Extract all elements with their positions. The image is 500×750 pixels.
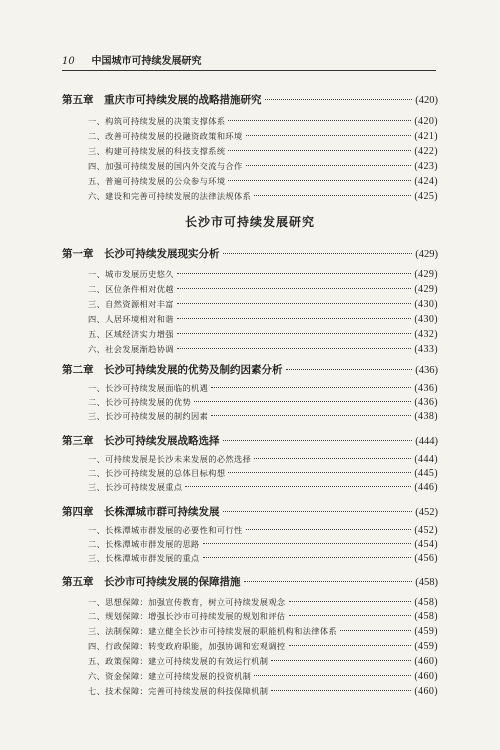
part-title: 长沙市可持续发展研究 — [184, 215, 315, 229]
section-page: (433) — [414, 344, 438, 355]
toc-section[interactable] — [88, 626, 438, 637]
section-title: 四、加强可持续发展的国内外交流与合作 — [88, 161, 243, 171]
toc-section[interactable] — [88, 116, 438, 127]
dot-leader — [185, 486, 411, 487]
dot-leader — [223, 253, 413, 254]
chapter-page: (452) — [415, 507, 438, 518]
dot-leader — [177, 303, 411, 304]
dot-leader — [194, 401, 411, 402]
section-title: 七、技术保障：完善可持续发展的科技保障机制 — [88, 686, 269, 696]
dot-leader — [223, 440, 413, 441]
section-page: (446) — [414, 482, 438, 493]
section-page: (454) — [414, 539, 438, 550]
book-title: 中国城市可持续发展研究 — [91, 56, 202, 67]
dot-leader — [228, 180, 411, 181]
toc-section[interactable] — [88, 131, 438, 142]
section-title: 二、长株潭城市群发展的思路 — [88, 539, 200, 549]
section-page: (424) — [414, 176, 438, 187]
section-title: 三、长株潭城市群发展的重点 — [88, 553, 200, 563]
section-page: (460) — [414, 671, 438, 682]
section-title: 一、可持续发展是长沙未来发展的必然选择 — [88, 454, 252, 464]
section-title: 四、人居环境相对和谐 — [88, 314, 174, 324]
toc-section[interactable] — [88, 299, 438, 310]
toc-section[interactable] — [88, 671, 438, 682]
section-title: 六、资金保障：建立可持续发展的投资机制 — [88, 671, 252, 681]
toc-section[interactable] — [88, 482, 438, 493]
dot-leader — [228, 472, 411, 473]
toc-section[interactable] — [88, 176, 438, 187]
section-page: (452) — [414, 525, 438, 536]
section-title: 三、长沙可持续发展重点 — [88, 482, 183, 492]
section-page: (422) — [414, 146, 438, 157]
section-title: 二、长沙可持续发展的总体目标构想 — [88, 468, 226, 478]
section-page: (436) — [414, 383, 438, 394]
toc-section[interactable] — [88, 191, 438, 202]
section-title: 二、区位条件相对优越 — [88, 284, 174, 294]
toc-section[interactable] — [88, 161, 438, 172]
dot-leader — [177, 273, 411, 274]
dot-leader — [246, 529, 412, 530]
toc-section[interactable] — [88, 383, 438, 394]
dot-leader — [271, 660, 411, 661]
section-page: (456) — [414, 553, 438, 564]
toc-chapter[interactable] — [62, 92, 438, 107]
dot-leader — [254, 675, 411, 676]
chapter-page: (458) — [415, 577, 438, 588]
toc-section[interactable] — [88, 146, 438, 157]
dot-leader — [177, 348, 411, 349]
dot-leader — [223, 511, 413, 512]
dot-leader — [177, 318, 411, 319]
toc-section[interactable] — [88, 284, 438, 295]
dot-leader — [177, 288, 411, 289]
dot-leader — [203, 557, 412, 558]
section-title: 二、规划保障：增强长沙市可持续发展的规划和评估 — [88, 611, 286, 621]
section-title: 一、城市发展历史悠久 — [88, 269, 174, 279]
dot-leader — [228, 150, 411, 151]
dot-leader — [254, 458, 411, 459]
chapter-title: 第四章 长株潭城市群可持续发展 — [62, 506, 220, 518]
chapter-page: (436) — [415, 365, 438, 376]
toc-chapter[interactable] — [62, 433, 438, 448]
chapter-page: (444) — [415, 436, 438, 447]
section-page: (460) — [414, 686, 438, 697]
section-page: (436) — [414, 397, 438, 408]
section-page: (430) — [414, 299, 438, 310]
section-page: (429) — [414, 284, 438, 295]
section-page: (459) — [414, 626, 438, 637]
dot-leader — [271, 690, 411, 691]
section-page: (438) — [414, 411, 438, 422]
dot-leader — [289, 615, 412, 616]
chapter-title: 第三章 长沙可持续发展战略选择 — [62, 435, 220, 447]
section-title: 一、思想保障：加强宣传教育，树立可持续发展观念 — [88, 597, 286, 607]
toc-section[interactable] — [88, 641, 438, 652]
dot-leader — [203, 543, 412, 544]
section-page: (423) — [414, 161, 438, 172]
dot-leader — [246, 165, 412, 166]
section-title: 六、建设和完善可持续发展的法律法规体系 — [88, 191, 252, 201]
section-title: 五、政策保障：建立可持续发展的有效运行机制 — [88, 656, 269, 666]
toc-section[interactable] — [88, 539, 438, 550]
toc-chapter[interactable] — [62, 362, 438, 377]
section-page: (429) — [414, 269, 438, 280]
section-title: 三、法制保障：建立健全长沙市可持续发展的职能机构和法律体系 — [88, 626, 338, 636]
section-page: (421) — [414, 131, 438, 142]
dot-leader — [254, 195, 411, 196]
dot-leader — [289, 601, 412, 602]
chapter-title: 第五章 长沙市可持续发展的保障措施 — [62, 576, 241, 588]
toc-section[interactable] — [88, 411, 438, 422]
section-title: 三、构建可持续发展的科技支撑系统 — [88, 146, 226, 156]
dot-leader — [211, 387, 411, 388]
section-page: (458) — [414, 611, 438, 622]
chapter-title: 第五章 重庆市可持续发展的战略措施研究 — [62, 94, 262, 106]
toc-section[interactable] — [88, 611, 438, 622]
dot-leader — [265, 99, 413, 100]
page-number: 10 — [62, 56, 75, 67]
toc-chapter[interactable] — [62, 504, 438, 519]
section-page: (444) — [414, 454, 438, 465]
chapter-page: (429) — [415, 249, 438, 260]
section-page: (430) — [414, 314, 438, 325]
toc-section[interactable] — [88, 454, 438, 465]
section-page: (445) — [414, 468, 438, 479]
chapter-title: 第二章 长沙可持续发展的优势及制约因素分析 — [62, 364, 283, 376]
running-header — [62, 54, 436, 71]
section-title: 六、社会发展渐趋协调 — [88, 344, 174, 354]
section-title: 一、长株潭城市群发展的必要性和可行性 — [88, 525, 243, 535]
section-title: 四、行政保障：转变政府职能，加强协调和宏观调控 — [88, 641, 286, 651]
dot-leader — [244, 581, 413, 582]
section-page: (458) — [414, 597, 438, 608]
section-title: 一、构筑可持续发展的决策支撑体系 — [88, 116, 226, 126]
toc-section[interactable] — [88, 597, 438, 608]
toc-section[interactable] — [88, 525, 438, 536]
toc-chapter[interactable] — [62, 574, 438, 589]
dot-leader — [289, 645, 412, 646]
section-page: (460) — [414, 656, 438, 667]
section-page: (459) — [414, 641, 438, 652]
section-page: (432) — [414, 329, 438, 340]
toc-section[interactable] — [88, 344, 438, 355]
toc-section[interactable] — [88, 553, 438, 564]
chapter-page: (420) — [415, 95, 438, 106]
toc-section[interactable] — [88, 314, 438, 325]
section-page: (425) — [414, 191, 438, 202]
toc-section[interactable] — [88, 468, 438, 479]
section-title: 二、改善可持续发展的投融资政策和环境 — [88, 131, 243, 141]
section-page: (420) — [414, 116, 438, 127]
toc-chapter[interactable] — [62, 246, 438, 261]
toc-section[interactable] — [88, 269, 438, 280]
toc-section[interactable] — [88, 686, 438, 697]
toc-section[interactable] — [88, 656, 438, 667]
dot-leader — [211, 415, 411, 416]
section-title: 二、长沙可持续发展的优势 — [88, 397, 192, 407]
dot-leader — [228, 120, 411, 121]
section-title: 三、长沙可持续发展的制约因素 — [88, 411, 209, 421]
toc-section[interactable] — [88, 397, 438, 408]
section-title: 五、区域经济实力增强 — [88, 329, 174, 339]
toc-section[interactable] — [88, 329, 438, 340]
dot-leader — [286, 369, 413, 370]
chapter-title: 第一章 长沙可持续发展现实分析 — [62, 248, 220, 260]
section-title: 三、自然资源相对丰富 — [88, 299, 174, 309]
dot-leader — [177, 333, 411, 334]
section-title: 五、普遍可持续发展的公众参与环境 — [88, 176, 226, 186]
dot-leader — [340, 630, 411, 631]
dot-leader — [246, 135, 412, 136]
section-title: 一、长沙可持续发展面临的机遇 — [88, 383, 209, 393]
